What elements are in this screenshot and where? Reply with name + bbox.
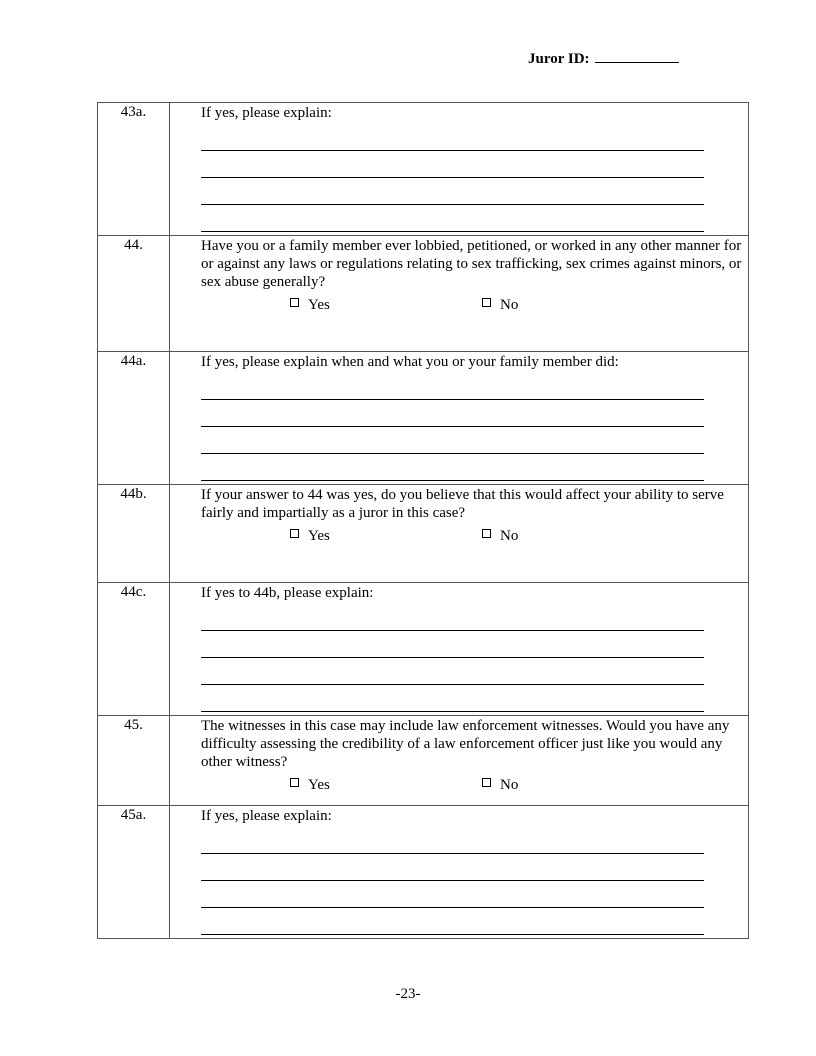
question-row-44 — [98, 236, 749, 352]
answer-line[interactable] — [201, 881, 704, 908]
yes-option[interactable] — [290, 528, 330, 545]
no-checkbox[interactable] — [482, 298, 491, 307]
question-text: Have you or a family member ever lobbied, petitioned, or worked in any other manner for or against any laws or regulations relating to sex trafficking, sex crimes against minors, or sex abuse generally? — [201, 238, 742, 290]
question-text: If yes, please explain: — [201, 105, 332, 121]
answer-line[interactable] — [201, 371, 704, 400]
question-text: If yes, please explain when and what you or your family member did: — [201, 354, 619, 370]
no-option[interactable] — [482, 297, 518, 314]
question-row-45 — [98, 716, 749, 806]
yes-checkbox[interactable] — [290, 529, 299, 538]
question-row-44b — [98, 485, 749, 583]
question-text: If your answer to 44 was yes, do you believe that this would affect your ability to serve fairly and impartially as a juror in this case? — [201, 487, 724, 521]
question-number: 44c. — [98, 583, 170, 716]
answer-line[interactable] — [201, 685, 704, 712]
answer-line[interactable] — [201, 658, 704, 685]
yes-option[interactable] — [290, 777, 330, 794]
answer-line[interactable] — [201, 602, 704, 631]
page-number: -23- — [395, 986, 421, 1002]
answer-line[interactable] — [201, 854, 704, 881]
answer-line[interactable] — [201, 178, 704, 205]
question-cell — [170, 352, 749, 485]
no-label: No — [500, 528, 519, 544]
question-cell — [170, 236, 749, 352]
answer-line[interactable] — [201, 400, 704, 427]
answer-line[interactable] — [201, 908, 704, 935]
answer-line[interactable] — [201, 825, 704, 854]
answer-line[interactable] — [201, 151, 704, 178]
question-row-44c — [98, 583, 749, 716]
yes-no-choices — [201, 528, 744, 558]
juror-id-blank[interactable] — [595, 50, 679, 63]
answer-line[interactable] — [201, 631, 704, 658]
question-number: 44. — [98, 236, 170, 352]
question-number: 45. — [98, 716, 170, 806]
question-row-44a — [98, 352, 749, 485]
question-row-45a — [98, 806, 749, 939]
question-cell — [170, 103, 749, 236]
yes-checkbox[interactable] — [290, 298, 299, 307]
answer-line[interactable] — [201, 427, 704, 454]
yes-label: Yes — [308, 528, 330, 544]
no-option[interactable] — [482, 777, 518, 794]
no-checkbox[interactable] — [482, 778, 491, 787]
no-option[interactable] — [482, 528, 518, 545]
question-number: 44a. — [98, 352, 170, 485]
question-number: 43a. — [98, 103, 170, 236]
yes-no-choices — [201, 297, 744, 327]
question-number: 45a. — [98, 806, 170, 939]
answer-line[interactable] — [201, 122, 704, 151]
yes-label: Yes — [308, 297, 330, 313]
yes-label: Yes — [308, 777, 330, 793]
question-number: 44b. — [98, 485, 170, 583]
question-cell — [170, 716, 749, 806]
juror-id-label: Juror ID: — [528, 51, 590, 67]
question-cell — [170, 806, 749, 939]
no-label: No — [500, 777, 519, 793]
answer-line[interactable] — [201, 454, 704, 481]
question-text: The witnesses in this case may include law enforcement witnesses. Would you have any difficulty assessing the credibility of a law enforcement officer just like you would any other witness? — [201, 718, 730, 770]
question-cell — [170, 485, 749, 583]
question-text: If yes, please explain: — [201, 808, 332, 824]
questionnaire-table — [97, 102, 749, 939]
yes-no-choices — [201, 777, 744, 799]
question-cell — [170, 583, 749, 716]
no-checkbox[interactable] — [482, 529, 491, 538]
no-label: No — [500, 297, 519, 313]
yes-checkbox[interactable] — [290, 778, 299, 787]
yes-option[interactable] — [290, 297, 330, 314]
juror-id-field — [528, 50, 679, 68]
question-row-43a — [98, 103, 749, 236]
question-text: If yes to 44b, please explain: — [201, 585, 374, 601]
answer-line[interactable] — [201, 205, 704, 232]
